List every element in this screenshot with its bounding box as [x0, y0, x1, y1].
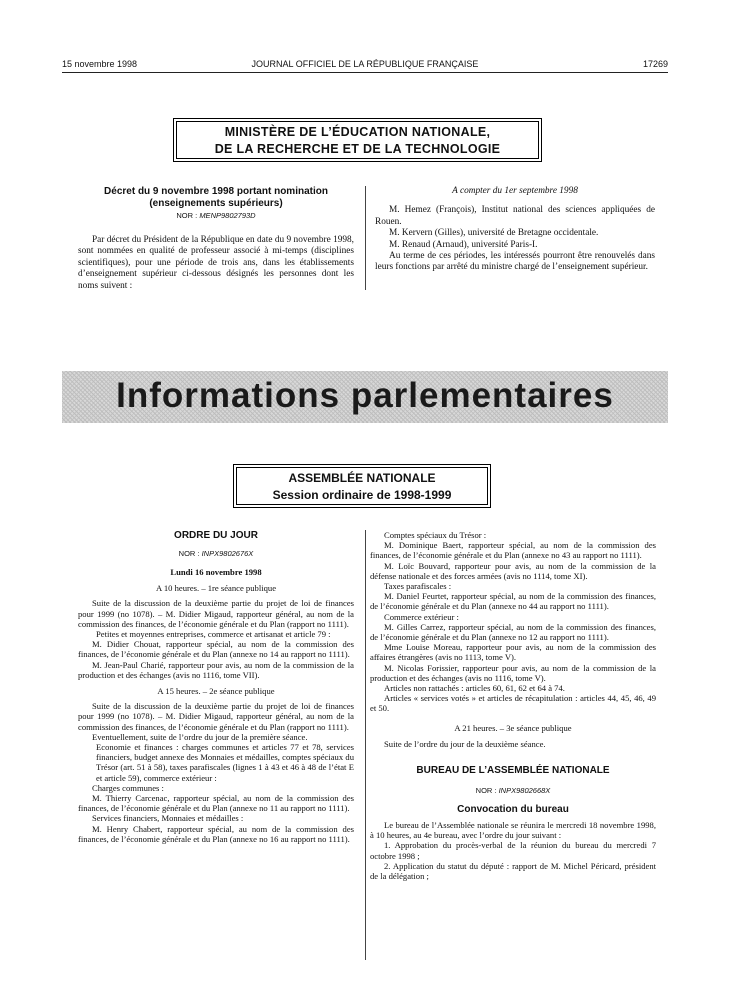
- rapporteur-carrez: M. Gilles Carrez, rapporteur spécial, au nom de la commission des finances, de l’économie générale et du Plan (annexe no 12 au rapport no 1111).: [370, 621, 656, 643]
- session2-text: Suite de la discussion de la deuxième partie du projet de loi de finances pour 1999 (no 1078). – M. Didier Migaud, rapporteur général, au nom de la commission des finances, de l’économie générale et du Plan (rapport no 1111).: [78, 701, 354, 732]
- running-header: [62, 59, 668, 71]
- nor-label: NOR :: [176, 211, 200, 220]
- bureau-title: BUREAU DE L’ASSEMBLÉE NATIONALE: [416, 765, 610, 777]
- session3-text: Suite de l’ordre du jour de la deuxième séance.: [384, 738, 546, 749]
- nor-code: INPX9802676X: [201, 549, 254, 558]
- bureau-convocation: Convocation du bureau: [457, 804, 569, 816]
- decret-person-1: M. Hemez (François), Institut national des sciences appliquées de Rouen.: [375, 205, 655, 227]
- rapporteur-forissier: M. Nicolas Forissier, rapporteur pour avis, au nom de la commission de la production et des échanges (avis no 1116, tome V).: [370, 662, 656, 683]
- session1-subject: Petites et moyennes entreprises, commerce et artisanat et article 79 :: [96, 629, 331, 640]
- decret-left-column: [78, 186, 354, 292]
- decret-person-2: M. Kervern (Gilles), université de Bretagne occidentale.: [389, 228, 599, 239]
- decret-date-line: A compter du 1er septembre 1998: [452, 186, 578, 196]
- header-date: 15 novembre 1998: [62, 59, 138, 69]
- header-page-number: 17269: [642, 59, 668, 69]
- decret-body: Par décret du Président de la République en date du 9 novembre 1998, sont nommées en qualité de professeur associé à mi-temps (disciplines scientifiques), pour une période de trois ans, dans les établissements d’enseignement supérieur ci-dessous désignés les personnes dont les noms suivent :: [78, 235, 354, 291]
- decret-nor: [78, 210, 354, 221]
- column-divider: [365, 530, 366, 960]
- ordre-day: Lundi 16 novembre 1998: [170, 567, 262, 577]
- bureau-nor: [370, 785, 656, 796]
- nor-code: MENP9802793D: [199, 211, 256, 220]
- session3-time: A 21 heures. – 3e séance publique: [454, 722, 572, 733]
- articles-services-votes: Articles « services votés » et articles de récapitulation : articles 44, 45, 46, 49 et 50.: [370, 693, 656, 714]
- ministry-heading-line1: MINISTÈRE DE L’ÉDUCATION NATIONALE,: [224, 125, 491, 139]
- section-banner: [62, 371, 668, 423]
- nor-label: NOR :: [475, 786, 499, 796]
- decret-closing: Au terme de ces périodes, les intéressés pourront être renouvelés dans leurs fonctions par arrêté du ministre chargé de l’enseignement supérieur.: [375, 251, 655, 273]
- session1-text: Suite de la discussion de la deuxième partie du projet de loi de finances pour 1999 (no 1078). – M. Didier Migaud, rapporteur général, au nom de la commission des finances, de l’économie générale et du Plan (rapport no 1111).: [78, 598, 354, 629]
- ordre-left-column: [78, 530, 354, 844]
- header-journal-title: JOURNAL OFFICIEL DE LA RÉPUBLIQUE FRANÇAISE: [251, 59, 479, 69]
- commerce-exterieur-heading: Commerce extérieur :: [384, 611, 459, 622]
- services-financiers-heading: Services financiers, Monnaies et médailles :: [92, 813, 244, 824]
- decret-person-3: M. Renaud (Arnaud), université Paris-I.: [389, 239, 538, 250]
- rapporteur-feurtet: M. Daniel Feurtet, rapporteur spécial, au nom de la commission des finances, de l’économie générale et du Plan (annexe no 44 au rapport no 1111).: [370, 591, 656, 612]
- assemblee-heading-box: [233, 464, 491, 508]
- ordre-right-column: [370, 530, 656, 881]
- comptes-speciaux-heading: Comptes spéciaux du Trésor :: [384, 530, 487, 540]
- assemblee-heading-line2: Session ordinaire de 1998-1999: [272, 488, 452, 502]
- assemblee-heading-line1: ASSEMBLÉE NATIONALE: [288, 471, 436, 485]
- ordre-nor: [78, 548, 354, 559]
- decret-title-line2: (enseignements supérieurs): [149, 198, 283, 209]
- header-rule: [62, 72, 668, 73]
- ordre-title: ORDRE DU JOUR: [174, 530, 258, 541]
- nor-code: INPX9802668X: [498, 786, 551, 796]
- column-divider: [365, 186, 366, 290]
- articles-non-rattaches: Articles non rattachés : articles 60, 61, 62 et 64 à 74.: [384, 683, 565, 694]
- session1-rapporteur-charie: M. Jean-Paul Charié, rapporteur pour avis, au nom de la commission de la production et des échanges (avis no 1116, tome VII).: [78, 659, 354, 680]
- decret-right-column: [375, 186, 655, 274]
- bureau-intro: Le bureau de l’Assemblée nationale se réunira le mercredi 18 novembre 1998, à 10 heures, au 4e bureau, avec l’ordre du jour suivant :: [370, 820, 656, 841]
- banner-title: Informations parlementaires: [116, 376, 614, 415]
- nor-label: NOR :: [178, 549, 202, 558]
- rapporteur-bouvard: M. Loïc Bouvard, rapporteur pour avis, au nom de la commission de la défense nationale et des forces armées (avis no 1114, tome XI).: [370, 560, 656, 581]
- rapporteur-baert: M. Dominique Baert, rapporteur spécial, au nom de la commission des finances, de l’économie générale et du Plan (annexe no 43 au rapport no 1111).: [370, 540, 656, 561]
- session1-rapporteur-chouat: M. Didier Chouat, rapporteur spécial, au nom de la commission des finances, de l’économie générale et du Plan (annexe no 14 au rapport no 1111).: [78, 639, 354, 660]
- session2-time: A 15 heures. – 2e séance publique: [157, 686, 275, 697]
- ministry-heading-box: [173, 118, 542, 162]
- decret-title-line1: Décret du 9 novembre 1998 portant nomination: [104, 186, 328, 197]
- rapporteur-carcenac: M. Thierry Carcenac, rapporteur spécial, au nom de la commission des finances, de l’économie générale et du Plan (annexe no 11 au rapport no 1111).: [78, 793, 354, 814]
- taxes-parafiscales-heading: Taxes parafiscales :: [384, 581, 452, 592]
- charges-communes-heading: Charges communes :: [92, 782, 164, 793]
- session1-time: A 10 heures. – 1re séance publique: [155, 583, 277, 594]
- bureau-item-2: 2. Application du statut du député : rapport de M. Michel Péricard, président de la délégation ;: [370, 860, 656, 882]
- rapporteur-chabert: M. Henry Chabert, rapporteur spécial, au nom de la commission des finances, de l’économie générale et du Plan (annexe no 16 au rapport no 1111).: [78, 823, 354, 844]
- bureau-item-1: 1. Approbation du procès-verbal de la réunion du bureau du mercredi 7 octobre 1998 ;: [370, 840, 656, 861]
- rapporteur-moreau: Mme Louise Moreau, rapporteur pour avis, au nom de la commission des affaires étrangères (avis no 1113, tome V).: [370, 642, 656, 663]
- ministry-heading-line2: DE LA RECHERCHE ET DE LA TECHNOLOGIE: [214, 142, 501, 156]
- session2-eventuellement: Eventuellement, suite de l’ordre du jour de la première séance.: [92, 731, 308, 742]
- session2-subject: Economie et finances : charges communes et articles 77 et 78, services financiers, budget annexe des Monnaies et médailles, comptes spéciaux du Trésor (art. 51 à 58), taxes parafiscales (lignes 1 à 43 et 46 à 48 de l’état E et article 59), commerce extérieur :: [96, 742, 354, 783]
